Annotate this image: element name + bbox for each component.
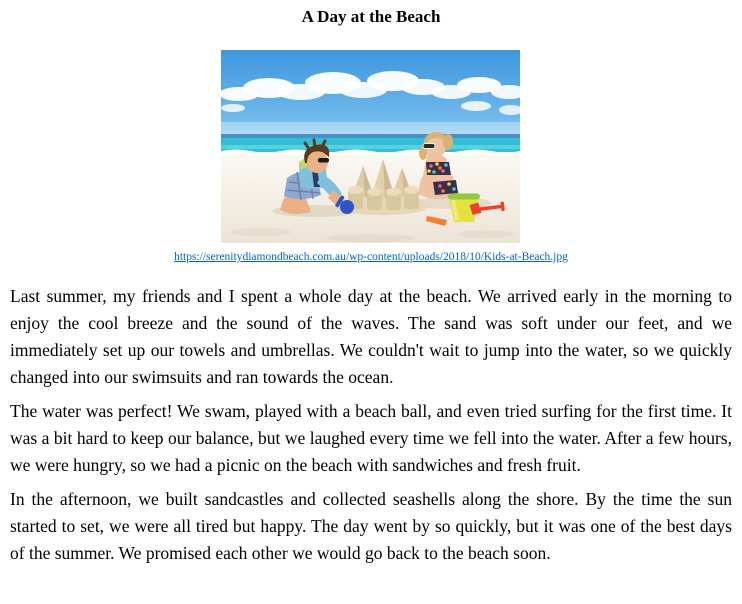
image-caption [0,250,742,265]
kids-at-beach-photo [221,50,520,243]
beach-scene-illustration [221,50,520,243]
paragraph-3: In the afternoon, we built sandcastles and collected seashells along the shore. By the time the sun started to set, we were all tired but happy. The day went by so quickly, but it was one of the best days of the summer. We promised each other we would go back to the beach soon. [10,489,732,563]
horizon-haze [221,122,520,136]
document-title: A Day at the Beach [301,7,441,26]
image-source-link[interactable]: https://serenitydiamondbeach.com.au/wp-content/uploads/2018/10/Kids-at-Beach.jpg [174,251,568,263]
ocean [221,134,520,157]
document-body [10,283,732,574]
paragraph-1: Last summer, my friends and I spent a whole day at the beach. We arrived early in the morning to enjoy the cool breeze and the sound of the waves. The sand was soft under our feet, and we immediately set up our towels and umbrellas. We couldn't wait to jump into the water, so we quickly changed into our swimsuits and ran towards the ocean. [10,286,732,387]
paragraph-2: The water was perfect! We swam, played with a beach ball, and even tried surfing for the first time. It was a bit hard to keep our balance, but we laughed every time we fell into the water. After a few hours, we were hungry, so we had a picnic on the beach with sandwiches and fresh fruit. [10,401,732,475]
